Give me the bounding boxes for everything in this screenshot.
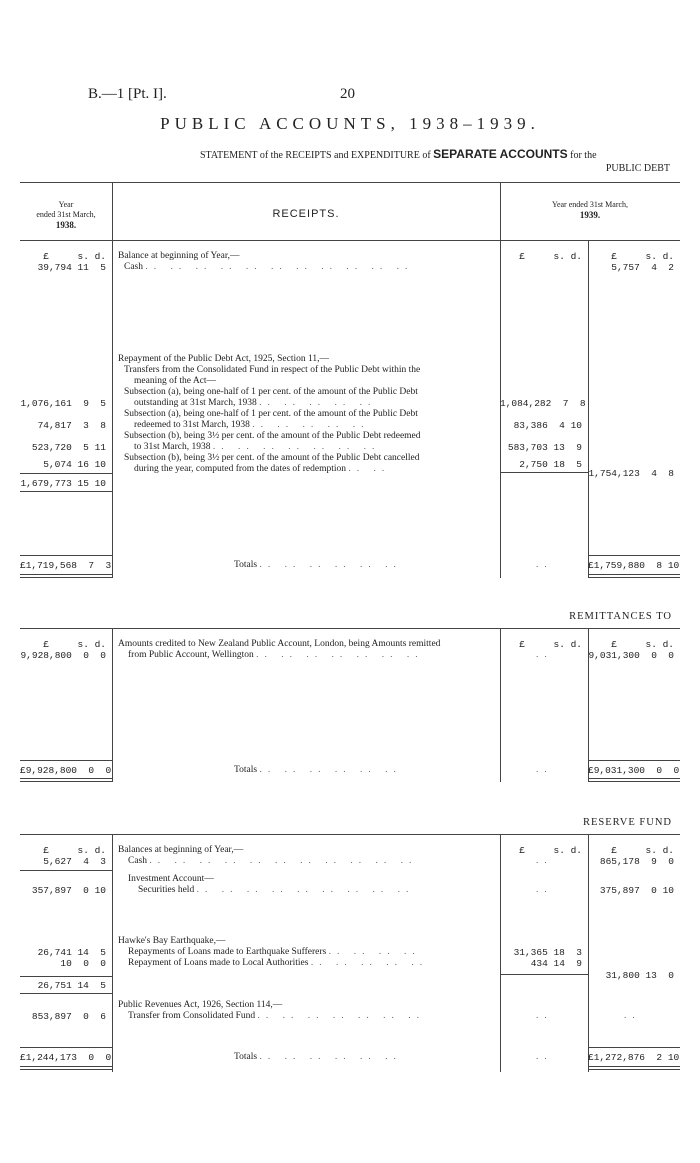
s2-total-rule-l [20, 760, 112, 761]
s1-item-1-curr: 1,084,282 7 8 [500, 398, 586, 409]
s1-item-1-l2: outstanding at 31st March, 1938 .. .. .. .. .. [134, 398, 377, 408]
hdr-left-ended: ended 31st March, [36, 210, 96, 219]
s3-money-hdr-mid: £ s. d. [519, 845, 582, 856]
s3-cash-curr: 865,178 9 0 [599, 856, 674, 867]
s1-sub-rule-left [20, 473, 112, 474]
s3-pra-right-dots: .. [624, 1011, 641, 1021]
s3-totals-label: Totals .. .. .. .. .. .. [234, 1052, 402, 1062]
s3-balance-label: Balances at beginning of Year,— [118, 845, 244, 855]
s3-vline-1 [112, 834, 113, 1072]
s3-securities-curr: 375,897 0 10 [599, 885, 674, 896]
s3-pra-mid-dots: .. [536, 1011, 553, 1021]
subtitle-line2: PUBLIC DEBT [605, 163, 670, 174]
s1-sub-rule-mid [500, 472, 588, 473]
s1-total-curr: £1,759,880 8 10 [588, 560, 680, 571]
s3-dbl-3 [588, 1066, 680, 1067]
s3-total-rule-l [20, 1047, 112, 1048]
s1-total-mid-dots: .. [536, 560, 553, 570]
s3-total-curr: £1,272,876 2 10 [588, 1052, 680, 1063]
s1-item-1-prev: 1,076,161 9 5 [20, 398, 106, 409]
s1-subtotal-curr: 1,754,123 4 8 [588, 468, 674, 479]
s1-item-2-l2: redeemed to 31st March, 1938 .. .. .. .. .. [134, 420, 370, 430]
s3-pra-item-text: Transfer from Consolidated Fund [128, 1011, 256, 1021]
s2-dbl-3 [588, 778, 680, 779]
hdr-left-year-word: Year [58, 200, 74, 209]
s1-totals-text: Totals [234, 560, 258, 570]
s1-item-2-l1: Subsection (a), being one-half of 1 per cent. of the amount of the Public Debt [124, 409, 418, 419]
s2-money-hdr-mid: £ s. d. [519, 639, 582, 650]
s3-cash-text: Cash [128, 856, 147, 866]
s3-title: RESERVE FUND [582, 817, 672, 828]
s2-title: REMITTANCES TO [569, 611, 672, 622]
s1-cash-curr: 5,757 4 2 [611, 262, 674, 273]
subtitle-pre: STATEMENT of the RECEIPTS and EXPENDITURE of [200, 150, 431, 161]
s3-hb1-prev: 26,741 14 5 [37, 947, 106, 958]
s2-money-hdr-right: £ s. d. [611, 639, 674, 650]
s2-money-hdr-left: £ s. d. [43, 639, 106, 650]
s3-money-hdr-right: £ s. d. [611, 845, 674, 856]
s1-item-4-l2: during the year, computed from the dates of redemption .. .. [134, 464, 391, 474]
s1-item-3-l2: to 31st March, 1938 .. .. .. .. .. .. .. [134, 442, 381, 452]
s1-item-1-l1: Subsection (a), being one-half of 1 per cent. of the amount of the Public Debt [124, 387, 418, 397]
s1-dbl-3 [588, 574, 680, 575]
s1-dbl-2 [20, 577, 112, 578]
s3-money-hdr-left: £ s. d. [43, 845, 106, 856]
s1-dbl-1 [20, 574, 112, 575]
s1-item-4-l1: Subsection (b), being 3½ per cent. of the amount of the Public Debt cancelled [124, 453, 420, 463]
s3-dbl-1 [20, 1066, 112, 1067]
s1-total-rule-l [20, 555, 112, 556]
s1-totals-label: Totals .. .. .. .. .. .. [234, 560, 402, 570]
s2-mid-dots: .. [536, 650, 553, 660]
s1-total-prev: £1,719,568 7 3 [20, 560, 112, 571]
s2-total-mid-dots: .. [536, 765, 553, 775]
s1-subtotal-prev: 1,679,773 15 10 [20, 478, 106, 489]
s2-top-rule [20, 628, 680, 629]
s1-vline-3 [588, 240, 589, 578]
s3-totals-text: Totals [234, 1052, 258, 1062]
s2-vline-1 [112, 628, 113, 782]
statement-subtitle [200, 147, 597, 161]
s3-hb2-label: Repayment of Loans made to Local Authorities .. .. .. .. .. [128, 958, 429, 968]
s2-totals-text: Totals [234, 765, 258, 775]
s2-prev: 9,928,800 0 0 [20, 650, 106, 661]
s3-hb2-curr: 434 14 9 [530, 958, 582, 969]
s1-transfers-2: meaning of the Act— [134, 376, 217, 386]
s1-repay-title: Repayment of the Public Debt Act, 1925, Section 11,— [118, 354, 329, 364]
s3-vline-3 [588, 834, 589, 1072]
s1-vline-1 [112, 182, 113, 578]
s1-money-hdr-right: £ s. d. [611, 251, 674, 262]
s3-total-rule-r [588, 1047, 680, 1048]
s1-cash-text: Cash [124, 262, 143, 272]
hdr-right-yr: 1939. [579, 210, 601, 220]
s3-rule-b [20, 976, 112, 977]
s3-hb1-label: Repayments of Loans made to Earthquake Sufferers .. .. .. .. [128, 947, 421, 957]
page-number: 20 [340, 86, 355, 102]
page-ref: B.—1 [Pt. I]. [88, 86, 167, 102]
s1-transfers-1: Transfers from the Consolidated Fund in respect of the Public Debt within the [124, 365, 421, 375]
s1-item-4-prev: 5,074 16 10 [43, 459, 106, 470]
s3-total-prev: £1,244,173 0 0 [20, 1052, 112, 1063]
s1-total-rule-r [588, 555, 680, 556]
s3-hb1-curr: 31,365 18 3 [513, 947, 582, 958]
s1-dbl-4 [588, 577, 680, 578]
s3-hb2-text: Repayment of Loans made to Local Authorities [128, 958, 309, 968]
s3-hb1-text: Repayments of Loans made to Earthquake Sufferers [128, 947, 327, 957]
s3-hb-sub-prev: 26,751 14 5 [37, 980, 106, 991]
s3-securities-prev: 357,897 0 10 [31, 885, 106, 896]
s1-header-rule [20, 240, 680, 241]
s3-pra-label: Public Revenues Act, 1926, Section 114,— [118, 1000, 283, 1010]
s3-rule-mid [500, 974, 588, 975]
s3-securities-text: Securities held [138, 885, 195, 895]
s2-total-curr: £9,031,300 0 0 [588, 765, 680, 776]
s1-item-3-prev: 523,720 5 11 [31, 442, 106, 453]
s3-dbl-4 [588, 1069, 680, 1070]
s2-curr: 9,031,300 0 0 [588, 650, 674, 661]
s3-dbl-2 [20, 1069, 112, 1070]
s2-line-2: from Public Account, Wellington .. .. .. .. .. .. .. [128, 650, 424, 660]
s2-line-1: Amounts credited to New Zealand Public Account, London, being Amounts remitted [118, 639, 441, 649]
s1-item-4-curr: 2,750 18 5 [519, 459, 582, 470]
s1-vline-2 [500, 182, 501, 578]
subtitle-caps: SEPARATE ACCOUNTS [433, 147, 568, 161]
s1-item-3-l1: Subsection (b), being 3½ per cent. of the amount of the Public Debt redeemed [124, 431, 421, 441]
s3-hb-sub-curr: 31,800 13 0 [605, 970, 674, 981]
s3-rule-c [20, 993, 112, 994]
hdr-right-year-word: Year ended 31st March, [551, 200, 629, 209]
s1-item-2-curr: 83,386 4 10 [513, 420, 582, 431]
s2-vline-2 [500, 628, 501, 782]
s3-sec-mid-dots: .. [536, 885, 553, 895]
s2-total-prev: £9,928,800 0 0 [20, 765, 112, 776]
s1-item-2-l2-text: redeemed to 31st March, 1938 [134, 420, 250, 430]
s1-item-2-prev: 74,817 3 8 [37, 420, 106, 431]
page-title: PUBLIC ACCOUNTS, 1938–1939. [160, 114, 540, 133]
hdr-receipts: RECEIPTS. [272, 208, 340, 220]
s3-cash-prev: 5,627 4 3 [43, 856, 106, 867]
s2-total-rule-r [588, 760, 680, 761]
s1-item-3-l2-text: to 31st March, 1938 [134, 442, 211, 452]
s2-dbl-1 [20, 778, 112, 779]
s1-cash-prev: 39,794 11 5 [37, 262, 106, 273]
s1-item-1-l2-text: outstanding at 31st March, 1938 [134, 398, 257, 408]
s3-top-rule [20, 834, 680, 835]
s1-item-4-l2-text: during the year, computed from the dates of redemption [134, 464, 346, 474]
s1-top-rule [20, 182, 680, 183]
s3-pra-prev: 853,897 0 6 [31, 1011, 106, 1022]
s2-dbl-4 [588, 781, 680, 782]
s2-dbl-2 [20, 781, 112, 782]
s3-total-mid-dots: .. [536, 1052, 553, 1062]
s3-pra-item: Transfer from Consolidated Fund .. .. .. .. .. .. .. [128, 1011, 425, 1021]
s3-securities-label: Securities held .. .. .. .. .. .. .. .. .. [138, 885, 415, 895]
s3-cash-label: Cash .. .. .. .. .. .. .. .. .. .. .. [128, 856, 418, 866]
s1-money-hdr-left: £ s. d. [43, 251, 106, 262]
s3-rule-a [20, 870, 112, 871]
s2-line-2-text: from Public Account, Wellington [128, 650, 254, 660]
subtitle-post: for the [570, 150, 597, 161]
s1-money-hdr-mid: £ s. d. [519, 251, 582, 262]
hdr-left-yr: 1938. [55, 220, 77, 230]
s1-item-3-curr: 583,703 13 9 [507, 442, 582, 453]
hdr-right-year [500, 200, 680, 221]
s3-hawkes-bay-label: Hawke's Bay Earthquake,— [118, 936, 226, 946]
s3-hb2-prev: 10 0 0 [60, 958, 106, 969]
s1-sub-rule-left2 [20, 491, 112, 492]
s1-balance-label: Balance at beginning of Year,— [118, 251, 240, 261]
s2-totals-label: Totals .. .. .. .. .. .. [234, 765, 402, 775]
s1-cash-label: Cash .. .. .. .. .. .. .. .. .. .. .. [124, 262, 414, 272]
s3-cash-mid-dots: .. [536, 856, 553, 866]
hdr-left-year [20, 200, 112, 231]
s3-investment-label: Investment Account— [128, 874, 214, 884]
